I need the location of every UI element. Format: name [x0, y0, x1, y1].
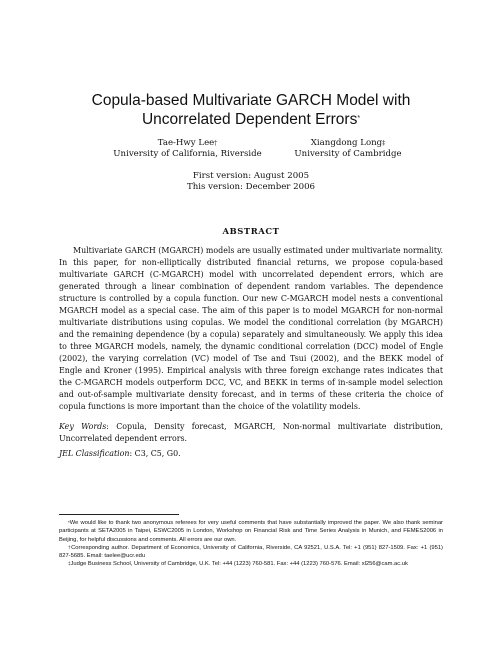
title-footnote-mark: *: [357, 115, 361, 122]
author-1-name: Tae-Hwy Lee: [157, 138, 215, 148]
author-2-mark: ‡: [382, 140, 386, 147]
author-2-name: Xiangdong Long: [310, 138, 383, 148]
footnote-divider: [59, 514, 179, 515]
author-1-mark: †: [214, 140, 218, 147]
footnote-second-author: [59, 560, 443, 568]
jel-label: JEL Classification: [59, 449, 130, 458]
jel-classification: [59, 448, 443, 460]
keywords-label: Key Words: [59, 422, 107, 431]
author-1-affiliation: University of California, Riverside: [113, 149, 262, 159]
footnote-1-mark: *: [68, 520, 70, 525]
author-2: [278, 138, 418, 160]
first-version: First version: August 2005: [192, 171, 310, 181]
title-line-2: [40, 110, 462, 129]
footnote-3-mark: ‡: [68, 561, 71, 567]
keywords: [59, 421, 443, 445]
footnote-acknowledgement: [59, 519, 443, 544]
footnote-2-mark: †: [68, 544, 72, 550]
version-info: [0, 171, 502, 192]
footnote-1-text: We would like to thank two anonymous referees for very useful comments that have substantially improved the paper. We also thank seminar participants at SETA2005 in Taipei, ESWC2005 in London, Workshop on Financial Risk and Time Series Analysis in Munich, and FEMES2006 in Beijing, for helpful discussions and comments. All errors are our own.: [59, 520, 443, 543]
jel-text: : C3, C5, G0.: [129, 449, 181, 458]
keywords-text: : Copula, Density forecast, MGARCH, Non-normal multivariate distribution, Uncorrelated dependent errors.: [59, 422, 444, 443]
footnote-3-text: Judge Business School, University of Cambridge, U.K. Tel: +44 (1223) 760-581. Fax: +44 (1223) 760-576. Email: xl256@cam.ac.uk: [70, 561, 408, 568]
footnote-corresponding-author: [59, 544, 443, 561]
abstract-heading: ABSTRACT: [222, 226, 280, 236]
paper-title: [40, 91, 462, 129]
author-2-affiliation: University of Cambridge: [294, 149, 402, 159]
title-line-1: Copula-based Multivariate GARCH Model with: [91, 92, 411, 109]
footnotes: [59, 519, 443, 569]
author-1: [110, 138, 265, 160]
author-1-name-line: [110, 138, 265, 149]
author-2-name-line: [278, 138, 418, 149]
footnote-2-text: Corresponding author. Department of Economics, University of California, Riverside, CA 92521, U.S.A. Tel: +1 (951) 827-1509. Fax: +1 (951) 827-5685. Email: taelee@ucr.edu: [59, 544, 443, 560]
this-version: This version: December 2006: [186, 181, 316, 192]
abstract-text: Multivariate GARCH (MGARCH) models are usually estimated under multivariate normality. In this paper, for non-elliptically distributed financial returns, we propose copula-based multivariate GARCH (C-MGARCH) model with uncorrelated dependent errors, which are generated through a linear combination of dependent random variables. The dependence structure is controlled by a copula function. Our new C-MGARCH model nests a conventional MGARCH model as a special case. The aim of this paper is to model MGARCH for non-normal multivariate distributions using copulas. We model the conditional correlation (by MGARCH) and the remaining dependence (by a copula) separately and simultaneously. We apply this idea to three MGARCH models, namely, the dynamic conditional correlation (DCC) model of Engle (2002), the varying correlation (VC) model of Tse and Tsui (2002), and the BEKK model of Engle and Kroner (1995). Empirical analysis with three foreign exchange rates indicates that the C-MGARCH models outperform DCC, VC, and BEKK in terms of in-sample model selection and out-of-sample multivariate density forecast, and in terms of these criteria the choice of copula functions is more important than the choice of the volatility models.: [59, 246, 443, 411]
title-line-2-text: Uncorrelated Dependent Errors: [141, 111, 358, 128]
